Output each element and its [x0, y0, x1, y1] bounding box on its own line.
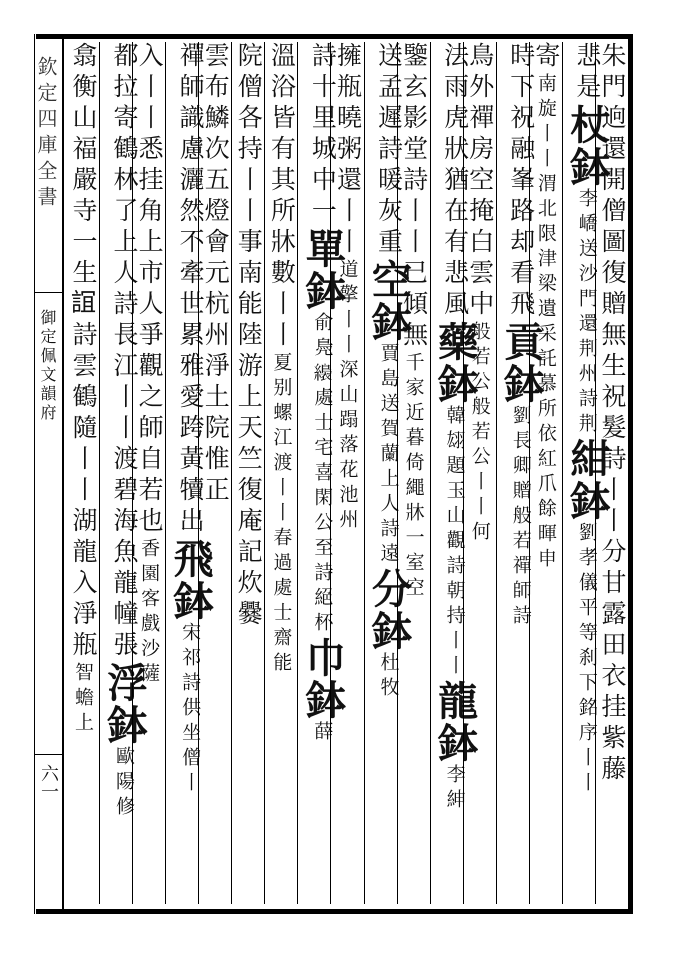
text-run: 鑒玄影堂詩丨丨已傾無	[399, 42, 429, 352]
column-rule	[364, 42, 365, 904]
headword: 杖鉢	[563, 104, 611, 188]
column-text	[234, 42, 264, 631]
text-column	[264, 42, 297, 902]
text-run: 時下祝融峯路却看飛	[506, 42, 536, 321]
column-text	[563, 42, 611, 797]
text-column	[562, 42, 611, 902]
text-run: 池州	[336, 484, 359, 534]
text-run: 翕衡山福嚴寺一生𧨏詩雲鶴隨丨丨湖龍入淨瓶	[69, 42, 98, 662]
text-run: 鳥外禪房空掩白雲中	[465, 42, 495, 321]
book-title: 欽定四庫全書	[34, 56, 58, 212]
text-run: 遺采託慕所依紅爪餘暉申	[534, 298, 557, 573]
column-rule	[264, 42, 265, 904]
text-run: 薛	[311, 721, 334, 746]
column-rule	[231, 42, 232, 904]
text-run: 送孟遲詩暖灰重	[374, 42, 404, 259]
margin-strip	[34, 34, 64, 914]
headword: 貢鉢	[497, 321, 545, 405]
text-run: 道擎丨丨深山蹋落花	[336, 259, 359, 484]
column-text	[497, 42, 545, 630]
text-run: 擁瓶曉粥還丨丨	[333, 42, 363, 259]
column-rule	[397, 42, 398, 904]
text-run: 禪師識慮灑然不牽世累雅愛跨黃犢出	[176, 42, 206, 538]
text-column	[99, 42, 149, 902]
text-column	[430, 42, 479, 902]
column-rule	[529, 42, 530, 904]
text-run: 溫浴皆有其所牀數丨丨	[267, 42, 297, 352]
text-run: 雲布鱗次五燈會元杭州淨土院惟正	[201, 42, 231, 507]
column-text	[101, 42, 149, 821]
column-rule	[99, 42, 100, 904]
text-run: 夏别螺江渡丨丨春過處士齋	[270, 352, 293, 652]
text-run: 能	[270, 652, 293, 677]
column-rule	[463, 42, 464, 904]
text-run: 俞鳧𦆚處士宅喜閑公至詩絕杯	[311, 312, 334, 637]
headword: 分鉢	[365, 568, 413, 652]
headword: 空鉢	[365, 259, 413, 343]
column-rule	[198, 42, 199, 904]
text-run: 賈島送賀蘭上人詩遠	[377, 343, 400, 568]
headword: 龍鉢	[431, 680, 479, 764]
page-number: 六一	[38, 764, 59, 800]
column-rule	[562, 42, 563, 904]
headword: 單鉢	[299, 228, 347, 312]
text-column	[496, 42, 545, 902]
headword: 浮鉢	[101, 662, 149, 746]
column-rule	[430, 42, 431, 904]
text-column	[66, 42, 99, 902]
column-rule	[132, 42, 133, 904]
headword: 紺鉢	[563, 438, 611, 522]
text-run: 院僧各持丨丨事南能陸游上天竺復庵記炊爨	[234, 42, 264, 631]
text-run: 悲是	[572, 42, 602, 104]
text-run: 杜牧	[377, 652, 400, 702]
text-run: 智蟾上	[72, 662, 94, 737]
margin-divider	[35, 754, 62, 755]
text-run: 寄	[531, 42, 561, 73]
column-text	[431, 42, 479, 814]
text-run: 南旋丨丨渭北限津梁	[534, 73, 557, 298]
text-run: 般若公般若公丨丨何	[468, 321, 491, 546]
text-run: 李紳	[443, 764, 466, 814]
column-rule	[595, 42, 596, 904]
text-column	[297, 42, 347, 902]
text-column	[364, 42, 413, 902]
column-rule	[165, 42, 166, 904]
text-run: 宋祁詩供坐僧丨	[179, 622, 202, 797]
column-rule	[330, 42, 331, 904]
text-run: 朱門逈還開僧圖復贈無生祝髮詩丨丨分甘露田衣挂紫藤	[597, 42, 627, 786]
column-text	[365, 42, 413, 702]
column-rule	[297, 42, 298, 904]
text-run: 歐陽修	[113, 746, 136, 821]
text-run: 詩十里城中一	[308, 42, 338, 228]
column-text	[71, 42, 96, 737]
column-text	[267, 42, 297, 677]
text-run: 都拉寄鶴林了上人詩長江丨丨渡碧海魚龍幢張	[110, 42, 140, 662]
text-column	[165, 42, 215, 902]
text-run: 千家近暮倚繩牀一室空	[402, 352, 425, 602]
text-run: 香園客戲沙薩	[138, 538, 161, 688]
text-run: 李嶠送沙門還荆州詩荆	[575, 188, 598, 438]
book-subtitle: 御定佩文韻府	[38, 309, 57, 423]
text-column	[231, 42, 264, 902]
text-run: 入丨丨悉挂角上市人爭觀之師自若也	[135, 42, 165, 538]
text-run: 韓翃題玉山觀詩朝持丨丨	[443, 405, 466, 680]
headword: 藥鉢	[431, 321, 479, 405]
column-text	[299, 42, 347, 746]
column-text	[167, 42, 215, 797]
column-rule	[496, 42, 497, 904]
headword: 巾鉢	[299, 637, 347, 721]
text-run: 劉孝儀平等刹下銘序丨丨	[575, 522, 598, 797]
text-run: 劉長卿贈般若禪師詩	[509, 405, 532, 630]
margin-divider	[35, 292, 62, 293]
text-run: 法雨虎狀猶在有悲風	[440, 42, 470, 321]
headword: 飛鉢	[167, 538, 215, 622]
